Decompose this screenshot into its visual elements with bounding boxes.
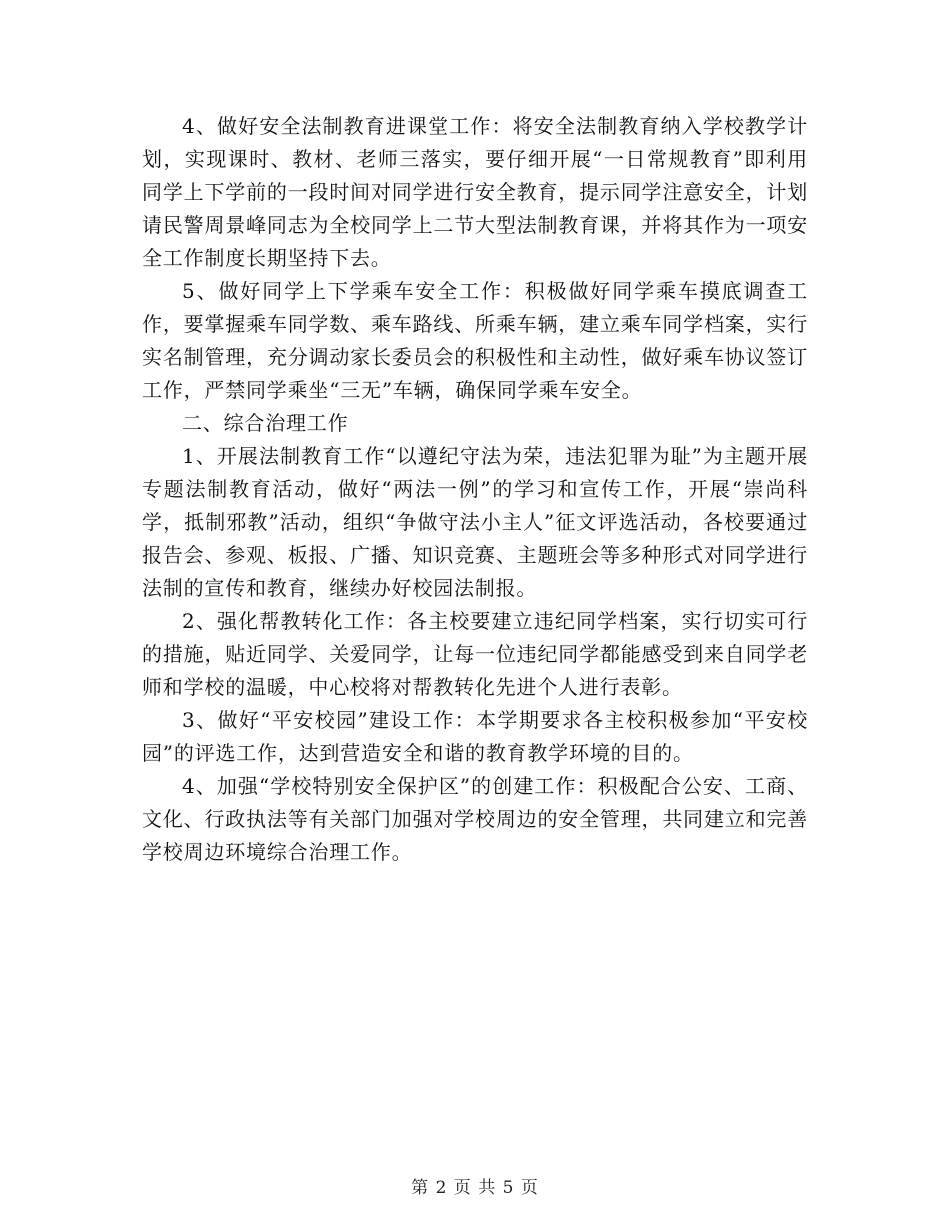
paragraph-bus-safety: 5、做好同学上下学乘车安全工作：积极做好同学乘车摸底调查工作，要掌握乘车同学数、乘车路线、所乘车辆，建立乘车同学档案，实行实名制管理，充分调动家长委员会的积极性和主动性，做好乘车协议签订工作，严禁同学乘坐“三无”车辆，确保同学乘车安全。 bbox=[142, 279, 808, 402]
paragraph-safe-campus: 3、做好“平安校园”建设工作：本学期要求各主校积极参加“平安校园”的评选工作，达到营造安全和谐的教育教学环境的目的。 bbox=[142, 708, 808, 765]
paragraph-legal-education: 1、开展法制教育工作“以遵纪守法为荣，违法犯罪为耻”为主题开展专题法制教育活动，做好“两法一例”的学习和宣传工作，开展“崇尚科学，抵制邪教”活动，组织“争做守法小主人”征文评选活动，各校要通过报告会、参观、板报、广播、知识竞赛、主题班会等多种形式对同学进行法制的宣传和教育，继续办好校园法制报。 bbox=[142, 444, 808, 600]
paragraph-safety-education-class: 4、做好安全法制教育进课堂工作：将安全法制教育纳入学校教学计划，实现课时、教材、老师三落实，要仔细开展“一日常规教育”即利用同学上下学前的一段时间对同学进行安全教育，提示同学注意安全，计划请民警周景峰同志为全校同学上二节大型法制教育课，并将其作为一项安全工作制度长期坚持下去。 bbox=[142, 114, 808, 270]
section-heading-comprehensive-governance: 二、综合治理工作 bbox=[182, 411, 349, 435]
paragraph-protection-zone: 4、加强“学校特别安全保护区”的创建工作：积极配合公安、工商、文化、行政执法等有关部门加强对学校周边的安全管理，共同建立和完善学校周边环境综合治理工作。 bbox=[142, 774, 808, 864]
paragraph-help-transformation: 2、强化帮教转化工作：各主校要建立违纪同学档案，实行切实可行的措施，贴近同学、关爱同学，让每一位违纪同学都能感受到来自同学老师和学校的温暖，中心校将对帮教转化先进个人进行表彰。 bbox=[142, 609, 808, 699]
page-number-footer bbox=[0, 1176, 950, 1200]
document-body bbox=[142, 110, 808, 869]
page-number-label: 第 2 页 共 5 页 bbox=[411, 1178, 539, 1198]
